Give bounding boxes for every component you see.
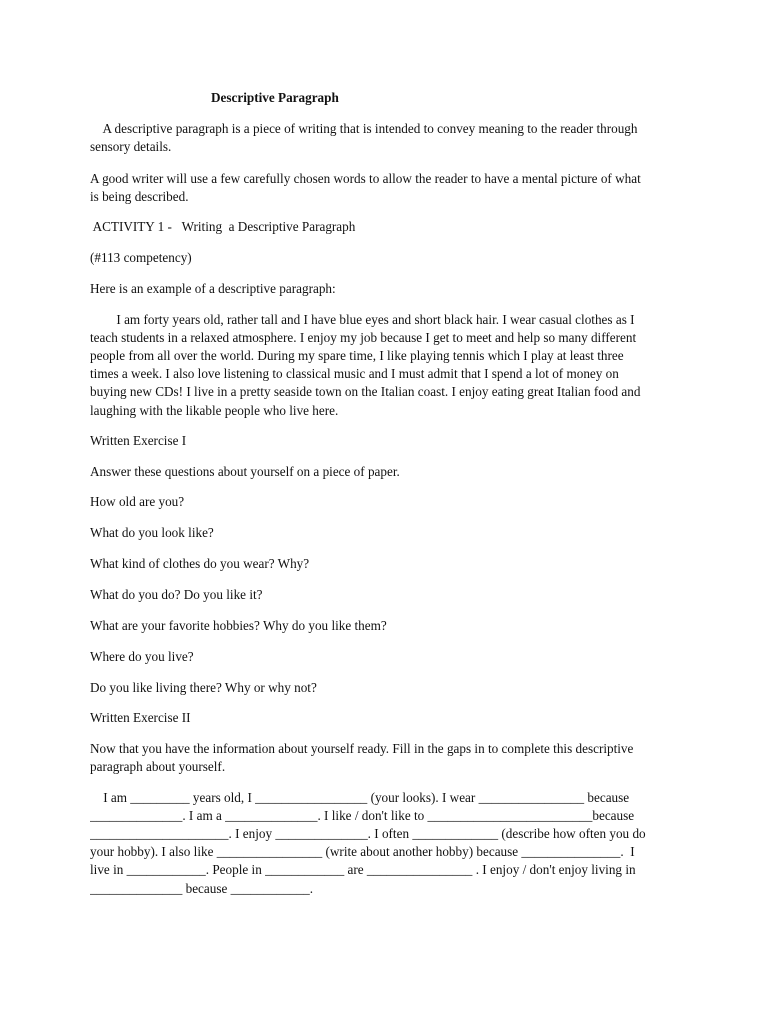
intro-paragraph-2-line-1: A good writer will use a few carefully chosen words to allow the reader to have a mental picture of what	[90, 171, 641, 186]
exercise-1-instruction: Answer these questions about yourself on a piece of paper.	[90, 464, 400, 479]
question-item: What do you look like?	[90, 525, 214, 540]
question-item: How old are you?	[90, 494, 185, 509]
exercise-2-instruction-line-1: Now that you have the information about yourself ready. Fill in the gaps in to complete this descriptive	[90, 741, 634, 756]
exercise-2-heading: Written Exercise II	[90, 710, 191, 725]
question-item: What are your favorite hobbies? Why do you like them?	[90, 618, 387, 633]
document-title: Descriptive Paragraph	[211, 90, 339, 105]
question-item: Where do you live?	[90, 649, 194, 664]
question-item: What kind of clothes do you wear? Why?	[90, 556, 310, 571]
exercise-1-heading: Written Exercise I	[90, 433, 187, 448]
example-paragraph-line-3: people from all over the world. During my spare time, I like playing tennis which I play at least three	[90, 348, 624, 363]
example-paragraph-line-5: buying new CDs! I live in a pretty seaside town on the Italian coast. I enjoy eating great Italian food and	[90, 384, 641, 399]
intro-paragraph-2-line-2: is being described.	[90, 189, 189, 204]
intro-paragraph-1-line-1: A descriptive paragraph is a piece of writing that is intended to convey meaning to the reader through	[90, 121, 638, 136]
question-item: Do you like living there? Why or why not?	[90, 680, 317, 695]
exercise-2-instruction-line-2: paragraph about yourself.	[90, 759, 226, 774]
gap-paragraph-line-5: live in ____________. People in ____________ are ________________ . I enjoy / don't enjoy living in	[90, 862, 636, 877]
example-paragraph-line-4: times a week. I also love listening to classical music and I must admit that I spend a lot of money on	[90, 366, 619, 381]
activity-heading: ACTIVITY 1 - Writing a Descriptive Paragraph	[90, 219, 356, 234]
gap-paragraph-line-3: _____________________. I enjoy ______________. I often _____________ (describe how often you do	[90, 826, 646, 841]
example-intro: Here is an example of a descriptive paragraph:	[90, 281, 336, 296]
gap-paragraph-line-6: ______________ because ____________.	[90, 881, 314, 896]
gap-paragraph-line-4: your hobby). I also like ________________ (write about another hobby) because _______________. I	[90, 844, 635, 859]
gap-paragraph-line-1: I am _________ years old, I _________________ (your looks). I wear ________________ because	[90, 790, 630, 805]
gap-paragraph-line-2: ______________. I am a ______________. I like / don't like to _________________________because	[90, 808, 635, 823]
intro-paragraph-1-line-2: sensory details.	[90, 139, 172, 154]
competency-label: (#113 competency)	[90, 250, 192, 265]
question-item: What do you do? Do you like it?	[90, 587, 263, 602]
example-paragraph-line-2: teach students in a relaxed atmosphere. I enjoy my job because I get to meet and help so many different	[90, 330, 637, 345]
example-paragraph-line-6: laughing with the likable people who live here.	[90, 403, 339, 418]
example-paragraph-line-1: I am forty years old, rather tall and I have blue eyes and short black hair. I wear casual clothes as I	[90, 312, 635, 327]
